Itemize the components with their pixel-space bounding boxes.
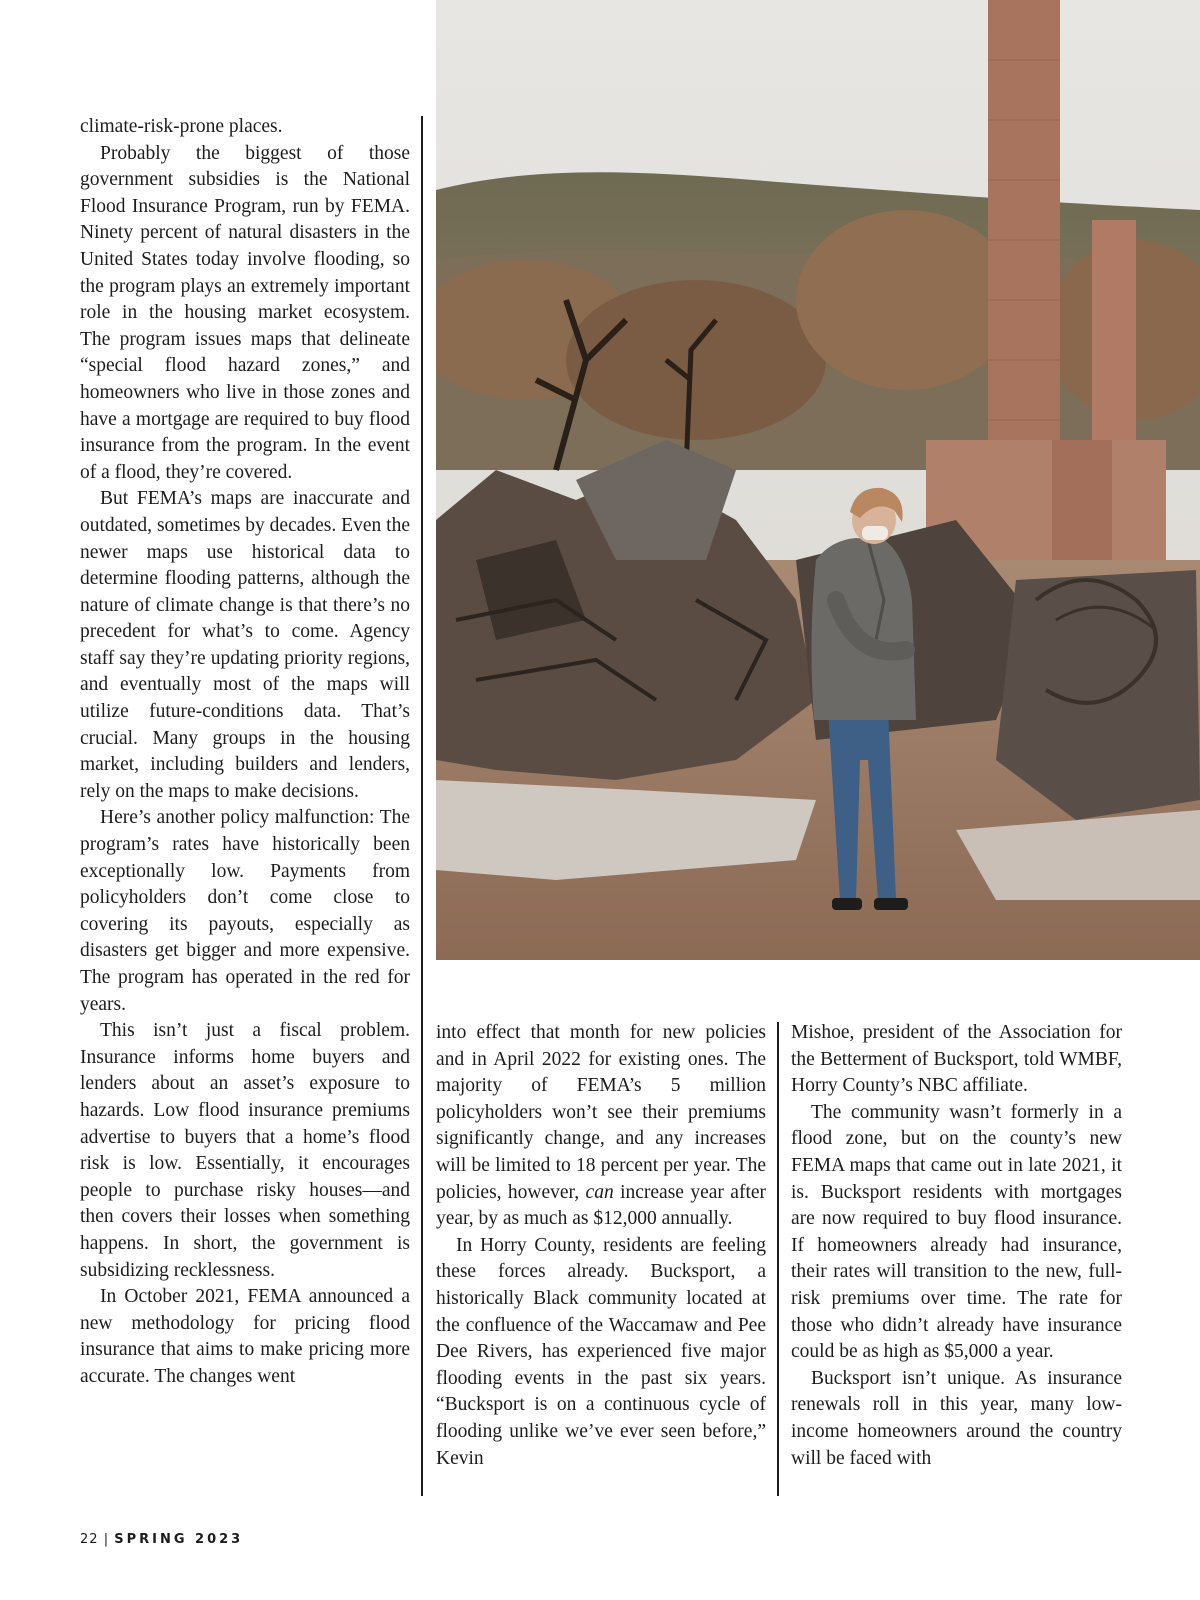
page-footer — [80, 1532, 243, 1547]
paragraph: The community wasn’t formerly in a flood zone, but on the county’s new FEMA maps that came out in late 2021, it is. Bucksport residents with mortgages are now required to buy flood insurance. If homeowners already had insurance, their rates will transition to the new, full-risk premiums over time. The rate for those who didn’t already have insurance could be as high as $5,000 a year. — [791, 1101, 1122, 1363]
paragraph: Probably the biggest of those government subsidies is the National Flood Insurance Program, run by FEMA. Ninety percent of natural disasters in the United States today involve flooding, so the program plays an extremely important role in the housing market ecosystem. The program issues maps that delineate “special flood hazard zones,” and homeowners who live in those zones and have a mortgage are required to buy flood insurance from the program. In the event of a flood, they’re covered. — [80, 142, 410, 483]
paragraph: In October 2021, FEMA announced a new methodology for pricing flood insurance that aims to make pricing more accurate. The changes went — [80, 1286, 410, 1387]
paragraph: This isn’t just a fiscal problem. Insurance informs home buyers and lenders about an asset’s exposure to hazards. Low flood insurance premiums advertise to buyers that a home’s flood risk is low. Essentially, it encourages people to purchase risky houses—and then covers their losses when something happens. In short, the government is subsidizing recklessness. — [80, 1020, 410, 1281]
article-column-1 — [80, 114, 410, 1391]
emphasis-text: can — [585, 1181, 614, 1203]
column-divider — [421, 116, 423, 1496]
footer-separator: | — [103, 1532, 110, 1547]
paragraph — [436, 1020, 766, 1233]
article-photo — [436, 0, 1200, 960]
paragraph: climate-risk-prone places. — [80, 116, 283, 137]
wildfire-ruins-image — [436, 0, 1200, 960]
paragraph-text: into effect that month for new policies and in April 2022 for existing ones. The majority of FEMA’s 5 million policyholders won’t see their premiums significantly change, and any increases will be limited to 18 percent per year. The policies, however, — [436, 1022, 766, 1203]
paragraph: Mishoe, president of the Association for the Betterment of Bucksport, told WMBF, Horry County’s NBC affiliate. — [791, 1022, 1122, 1097]
column-divider — [777, 1022, 779, 1496]
article-column-2 — [436, 1020, 766, 1472]
paragraph: In Horry County, residents are feeling these forces already. Bucksport, a historically Black community located at the confluence of the Waccamaw and Pee Dee Rivers, has experienced five major flooding events in the past six years. “Bucksport is on a continuous cycle of flooding unlike we’ve ever seen before,” Kevin — [436, 1234, 766, 1469]
paragraph: But FEMA’s maps are inaccurate and outdated, sometimes by decades. Even the newer maps use historical data to determine flooding patterns, although the nature of climate change is that there’s no precedent for what’s to come. Agency staff say they’re updating priority regions, and eventually most of the maps will utilize future-conditions data. That’s crucial. Many groups in the housing market, including builders and lenders, rely on the maps to make decisions. — [80, 488, 410, 802]
paragraph: Bucksport isn’t unique. As insurance renewals roll in this year, many low-income homeowners around the country will be faced with — [791, 1367, 1122, 1469]
page-number: 22 — [80, 1532, 99, 1547]
paragraph-text: increase year after year, by as much as $12,000 annually. — [436, 1181, 767, 1230]
paragraph: Here’s another policy malfunction: The program’s rates have historically been exceptionally low. Payments from policyholders don’t come close to covering its payouts, especially as disasters get bigger and more expensive. The program has operated in the red for years. — [80, 807, 410, 1015]
article-column-3 — [791, 1020, 1122, 1472]
issue-label: SPRING 2023 — [114, 1532, 244, 1547]
